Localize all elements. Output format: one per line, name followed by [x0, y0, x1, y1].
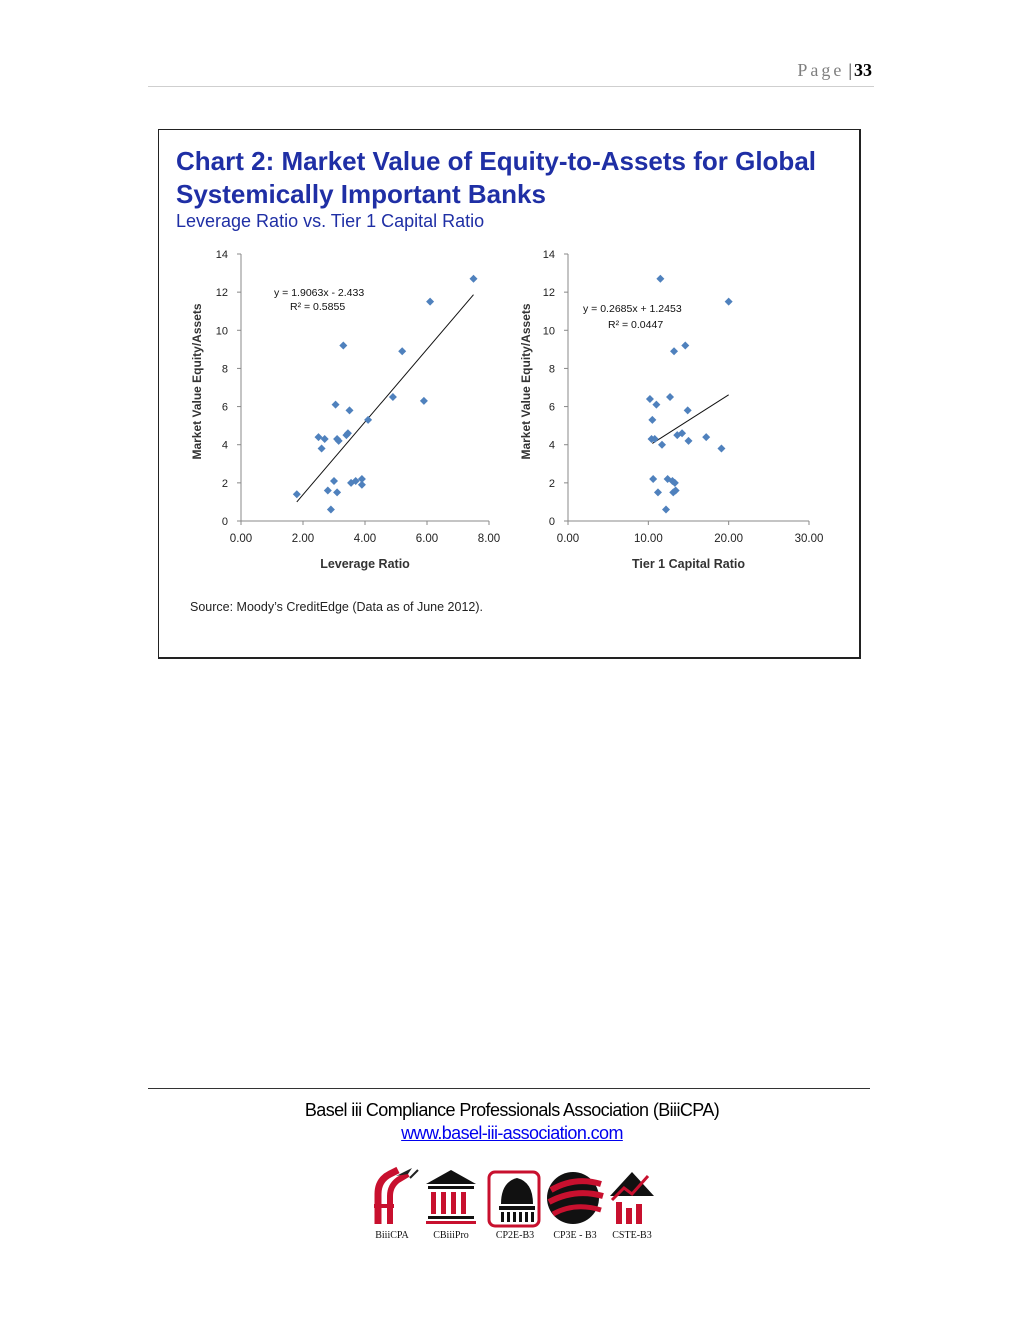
chart1-data-point [330, 477, 338, 485]
logo-caption-cp3e-b3: CP3E - B3 [553, 1230, 597, 1241]
chart1-data-point [315, 433, 323, 441]
chart1-data-point [426, 298, 434, 306]
chart1-x-tick-label: 8.00 [477, 533, 501, 545]
chart2-data-point [646, 395, 654, 403]
chart2-data-point [658, 441, 666, 449]
chart2-data-point [702, 433, 710, 441]
page-number-value: 33 [854, 60, 872, 80]
chart2-data-point [662, 506, 670, 514]
chart2-y-tick-label: 0 [548, 516, 555, 528]
chart1-x-axis-label: Leverage Ratio [320, 557, 410, 571]
chart1-x-tick-label: 4.00 [353, 533, 377, 545]
chart2-data-point [670, 347, 678, 355]
chart1-y-tick-label: 6 [221, 401, 228, 414]
chart1-data-point [398, 347, 406, 355]
chart1-x-tick-label: 0.00 [229, 533, 253, 545]
chart2-trendline [652, 395, 728, 444]
footer-divider [148, 1088, 870, 1089]
chart2-data-point [685, 437, 693, 445]
chart1-y-tick-label: 8 [221, 363, 228, 376]
chart1-y-tick-label: 2 [221, 477, 228, 490]
chart1-data-point [321, 435, 329, 443]
world-globe-icon [545, 1166, 605, 1228]
chart1-data-point [293, 490, 301, 498]
chart1-data-point [358, 475, 366, 483]
chart1-data-point [364, 416, 372, 424]
chart2-x-tick-label: 10.00 [633, 533, 663, 545]
chart1-data-point [389, 393, 397, 401]
chart1-data-point [470, 275, 478, 283]
chart2-r-squared: R² = 0.0447 [608, 319, 664, 331]
chart2-x-tick-label: 0.00 [556, 533, 580, 545]
chart2-x-tick-label: 30.00 [794, 533, 824, 545]
chart1-data-point [327, 506, 335, 514]
chart-title: Chart 2: Market Value of Equity-to-Assets for Global Systemically Important Banks [176, 146, 816, 209]
chart1-data-point [318, 445, 326, 453]
chart1-trendline [297, 295, 474, 502]
chart2-data-point [649, 475, 657, 483]
logo-caption-biiicpa: BiiiCPA [375, 1230, 409, 1241]
chart2-data-point [681, 342, 689, 350]
chart2-y-tick-label: 12 [542, 287, 555, 300]
chart2-data-point [648, 416, 656, 424]
chart1-r-squared: R² = 0.5855 [290, 301, 346, 313]
page-header [148, 58, 874, 87]
chart-figure [158, 129, 861, 659]
chart2-data-point [717, 445, 725, 453]
chart1-y-axis-label: Market Value Equity/Assets [190, 303, 204, 460]
chart1-trend-equation: y = 1.9063x - 2.433 [274, 287, 365, 299]
chart2-y-tick-label: 14 [542, 249, 555, 261]
chart2-data-point [654, 488, 662, 496]
chart2-data-point [666, 393, 674, 401]
chart1-data-point [346, 406, 354, 414]
chart2-y-tick-label: 10 [542, 325, 555, 338]
logo-caption-cp2e-b3: CP2E-B3 [495, 1230, 535, 1241]
chart2-y-axis-label: Market Value Equity/Assets [519, 303, 533, 460]
chart1-x-tick-label: 2.00 [291, 533, 315, 545]
logo-caption-cbiiipro: CBiiiPro [433, 1230, 469, 1241]
chart2-data-point [684, 406, 692, 414]
chart2-data-point [725, 298, 733, 306]
chart2-y-tick-label: 6 [548, 401, 555, 414]
page-number: Page | 33 [797, 60, 872, 80]
chart1-y-tick-label: 14 [215, 249, 228, 261]
arch-rails-icon [364, 1166, 420, 1228]
chart2-y-tick-label: 2 [548, 477, 555, 490]
chart1-x-tick-label: 6.00 [415, 533, 439, 545]
columns-building-icon [422, 1166, 480, 1228]
chart1-y-tick-label: 0 [221, 516, 228, 528]
logo-caption-cste-b3: CSTE-B3 [612, 1230, 652, 1241]
logo-cste-b3 [602, 1166, 662, 1246]
chart2-y-tick-label: 4 [548, 439, 555, 452]
footer-website-link[interactable]: www.basel-iii-association.com [401, 1123, 623, 1143]
chart1-data-point [324, 486, 332, 494]
chart1-y-tick-label: 12 [215, 287, 228, 300]
footer-org-name: Basel iii Compliance Professionals Association (BiiiCPA) [304, 1100, 720, 1120]
page-label: Page [797, 60, 845, 80]
chart2-x-axis-label: Tier 1 Capital Ratio [632, 557, 745, 571]
chart2-trend-equation: y = 0.2685x + 1.2453 [583, 303, 682, 315]
chart1-data-point [333, 488, 341, 496]
house-chart-icon [608, 1166, 656, 1228]
logo-cbiiipro [421, 1166, 481, 1246]
chart1-y-tick-label: 10 [215, 325, 228, 338]
chart1-data-point [332, 401, 340, 409]
scatter-charts [159, 130, 859, 657]
capitol-dome-icon [487, 1166, 543, 1228]
chart1-data-point [420, 397, 428, 405]
chart-source-note: Source: Moody’s CreditEdge (Data as of June 2012). [190, 600, 483, 614]
chart2-data-point [656, 275, 664, 283]
chart-subtitle: Leverage Ratio vs. Tier 1 Capital Ratio [176, 211, 485, 231]
chart2-x-tick-label: 20.00 [714, 533, 744, 545]
chart2-y-tick-label: 8 [548, 363, 555, 376]
chart1-data-point [339, 342, 347, 350]
chart1-y-tick-label: 4 [221, 439, 228, 452]
chart2-data-point [652, 401, 660, 409]
